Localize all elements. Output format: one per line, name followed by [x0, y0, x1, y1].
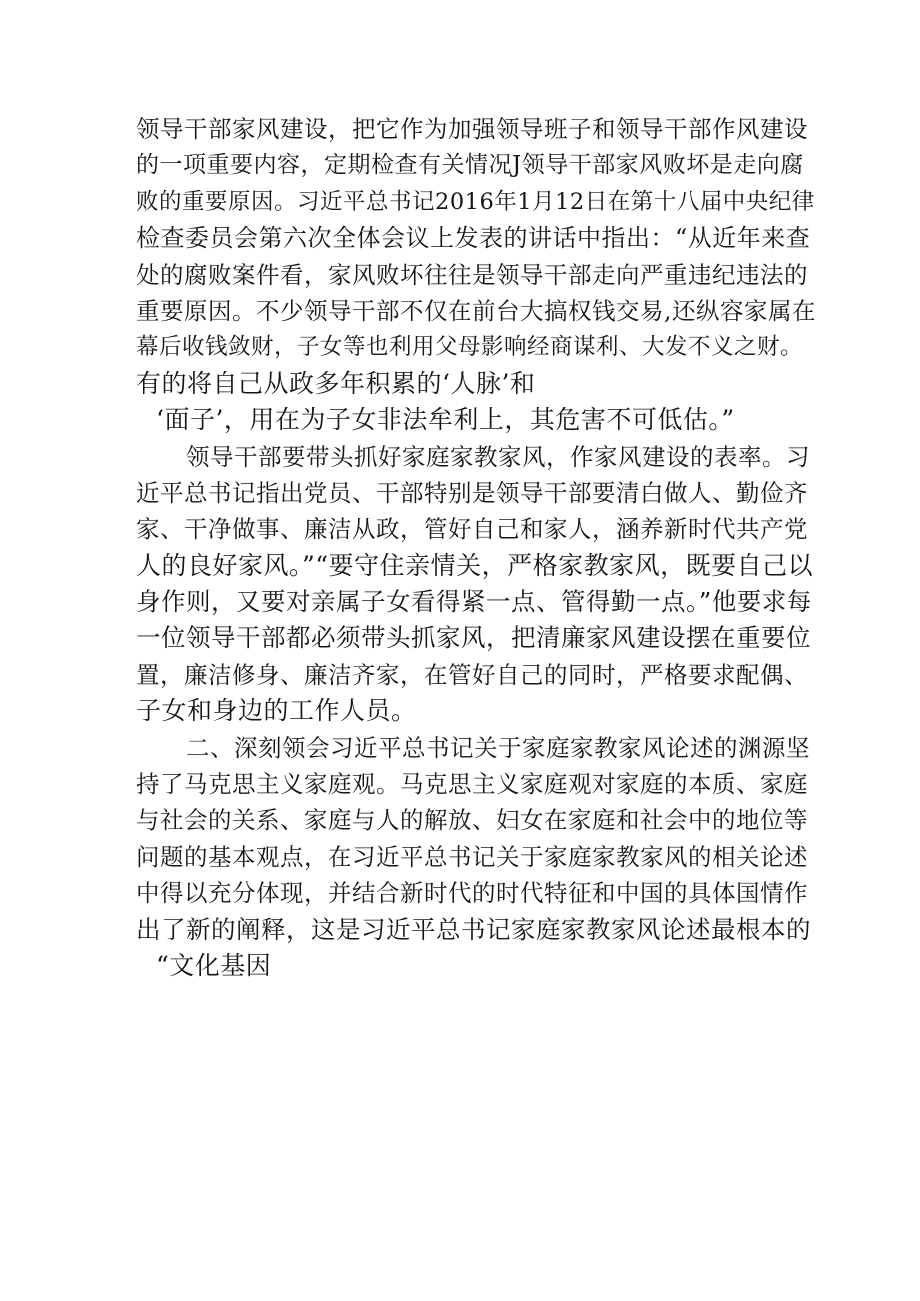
text-line: 问题的基本观点，在习近平总书记关于家庭家教家风的相关论述 [136, 842, 808, 871]
text-line: 的一项重要内容，定期检查有关情况J领导干部家风败坏是走向腐 [136, 152, 804, 179]
body-text [136, 111, 816, 984]
text-line: 处的腐败案件看，家风败坏往往是领导干部走向严重违纪违法的 [136, 260, 808, 289]
text-line: 领导干部家风建设，把它作为加强领导班子和领导干部作风建设 [136, 115, 808, 143]
text-line: 近平总书记指出党员、干部特别是领导干部要清白做人、勤俭齐 [136, 478, 808, 507]
text-line: 出了新的阐释，这是习近平总书记家庭家教家风论述最根本的 [136, 914, 811, 944]
text-line: 有的将自己从政多年积累的‘人脉’和 [136, 368, 536, 398]
text-line: ‘面子’，用在为子女非法牟利上，其危害不可低估。” [156, 405, 735, 435]
text-line: 持了马克思主义家庭观。马克思主义家庭观对家庭的本质、家庭 [136, 770, 808, 799]
text-line: 一位领导干部都必须带头抓家风，把清廉家风建设摆在重要位 [136, 623, 811, 653]
text-line: 子女和身边的工作人员。 [136, 696, 417, 726]
text-line: 败的重要原因。习近平总书记2016年1月12日在第十八届中央纪律 [136, 188, 815, 215]
text-line: 中得以充分体现，并结合新时代的时代特征和中国的具体国情作 [136, 879, 808, 908]
text-line: 检查委员会第六次全体会议上发表的讲话中指出：“从近年来查 [136, 224, 811, 253]
text-line: 领导干部要带头抓好家庭家教家风，作家风建设的表率。习 [186, 442, 810, 471]
text-line: 家、干净做事、廉洁从政，管好自己和家人，涵养新时代共产党 [136, 515, 808, 544]
text-line: 重要原因。不少领导干部不仅在前台大搞权钱交易,还纵容家属在 [136, 296, 816, 325]
text-line: 身作则，又要对亲属子女看得紧一点、管得勤一点。”他要求每 [136, 587, 812, 617]
text-line: 幕后收钱敛财，子女等也利用父母影响经商谋利、大发不义之财。 [136, 334, 804, 361]
text-line: 二、深刻领会习近平总书记关于家庭家教家风论述的渊源坚 [186, 733, 810, 762]
text-line: 人的良好家风。”“要守住亲情关，严格家教家风，既要自己以 [136, 550, 814, 580]
text-line: “文化基因 [156, 950, 272, 980]
text-line: 与社会的关系、家庭与人的解放、妇女在家庭和社会中的地位等 [136, 806, 808, 835]
text-line: 置，廉洁修身、廉洁齐家，在管好自己的同时，严格要求配偶、 [136, 660, 808, 689]
